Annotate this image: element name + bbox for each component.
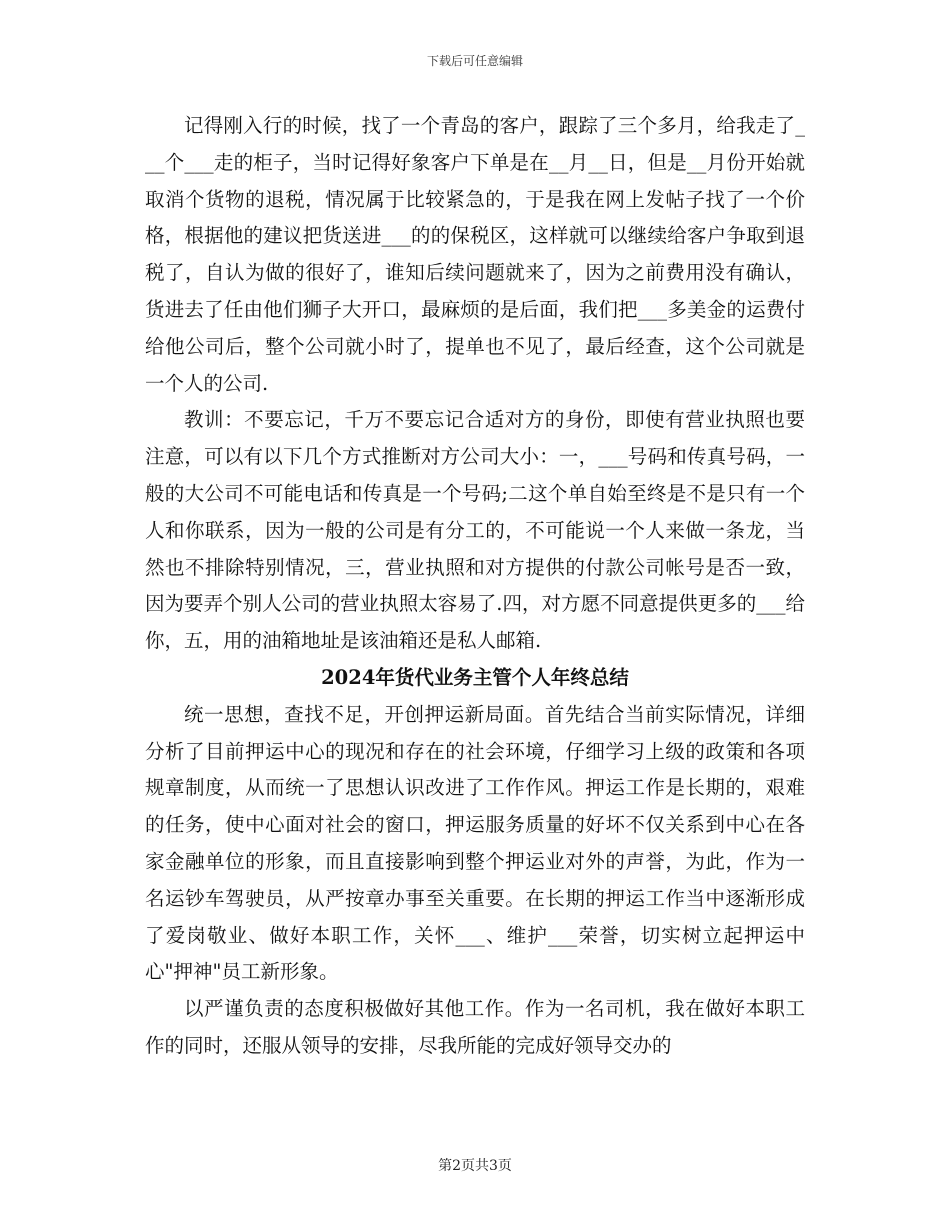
document-body xyxy=(145,108,805,1065)
paragraph-lesson: 教训：不要忘记，千万不要忘记合适对方的身份，即使有营业执照也要注意，可以有以下几个方式推断对方公司大小：一，___号码和传真号码，一般的大公司不可能电话和传真是一个号码;二这个单自始至终是不是只有一个人和你联系，因为一般的公司是有分工的，不可能说一个人来做一条龙，当然也不排除特别情况，三，营业执照和对方提供的付款公司帐号是否一致，因为要弄个别人公司的营业执照太容易了.四，对方愿不同意提供更多的___给你，五，用的油箱地址是该油箱还是私人邮箱. xyxy=(145,408,805,653)
document-title: 2024年货代业务主管个人年终总结 xyxy=(321,665,629,689)
paragraph-unify-thinking: 统一思想，查找不足，开创押运新局面。首先结合当前实际情况，详细分析了目前押运中心的现况和存在的社会环境，仔细学习上级的政策和各项规章制度，从而统一了思想认识改进了工作作风。押运工作是长期的，艰难的任务，使中心面对社会的窗口，押运服务质量的好坏不仅关系到中心在各家金融单位的形象，而且直接影响到整个押运业对外的声誉，为此，作为一名运钞车驾驶员，从严按章办事至关重要。在长期的押运工作当中逐渐形成了爱岗敬业、做好本职工作，关怀___、维护___荣誉，切实树立起押运中心"押神"员工新形象。 xyxy=(145,702,805,984)
page-header-note: 下载后可任意编辑 xyxy=(426,54,523,68)
page-footer-number: 第2页共3页 xyxy=(438,1158,512,1174)
paragraph-other-work: 以严谨负责的态度积极做好其他工作。作为一名司机，我在做好本职工作的同时，还服从领导的安排，尽我所能的完成好领导交办的 xyxy=(145,997,805,1057)
paragraph-experience: 记得刚入行的时候，找了一个青岛的客户，跟踪了三个多月，给我走了___个___走的柜子，当时记得好象客户下单是在__月__日，但是__月份开始就取消个货物的退税，情况属于比较紧急的，于是我在网上发帖子找了一个价格，根据他的建议把货送进___的的保税区，这样就可以继续给客户争取到退税了，自认为做的很好了，谁知后续问题就来了，因为之前费用没有确认，货进去了任由他们狮子大开口，最麻烦的是后面，我们把___多美金的运费付给他公司后，整个公司就小时了，提单也不见了，最后经查，这个公司就是一个人的公司. xyxy=(145,114,805,395)
